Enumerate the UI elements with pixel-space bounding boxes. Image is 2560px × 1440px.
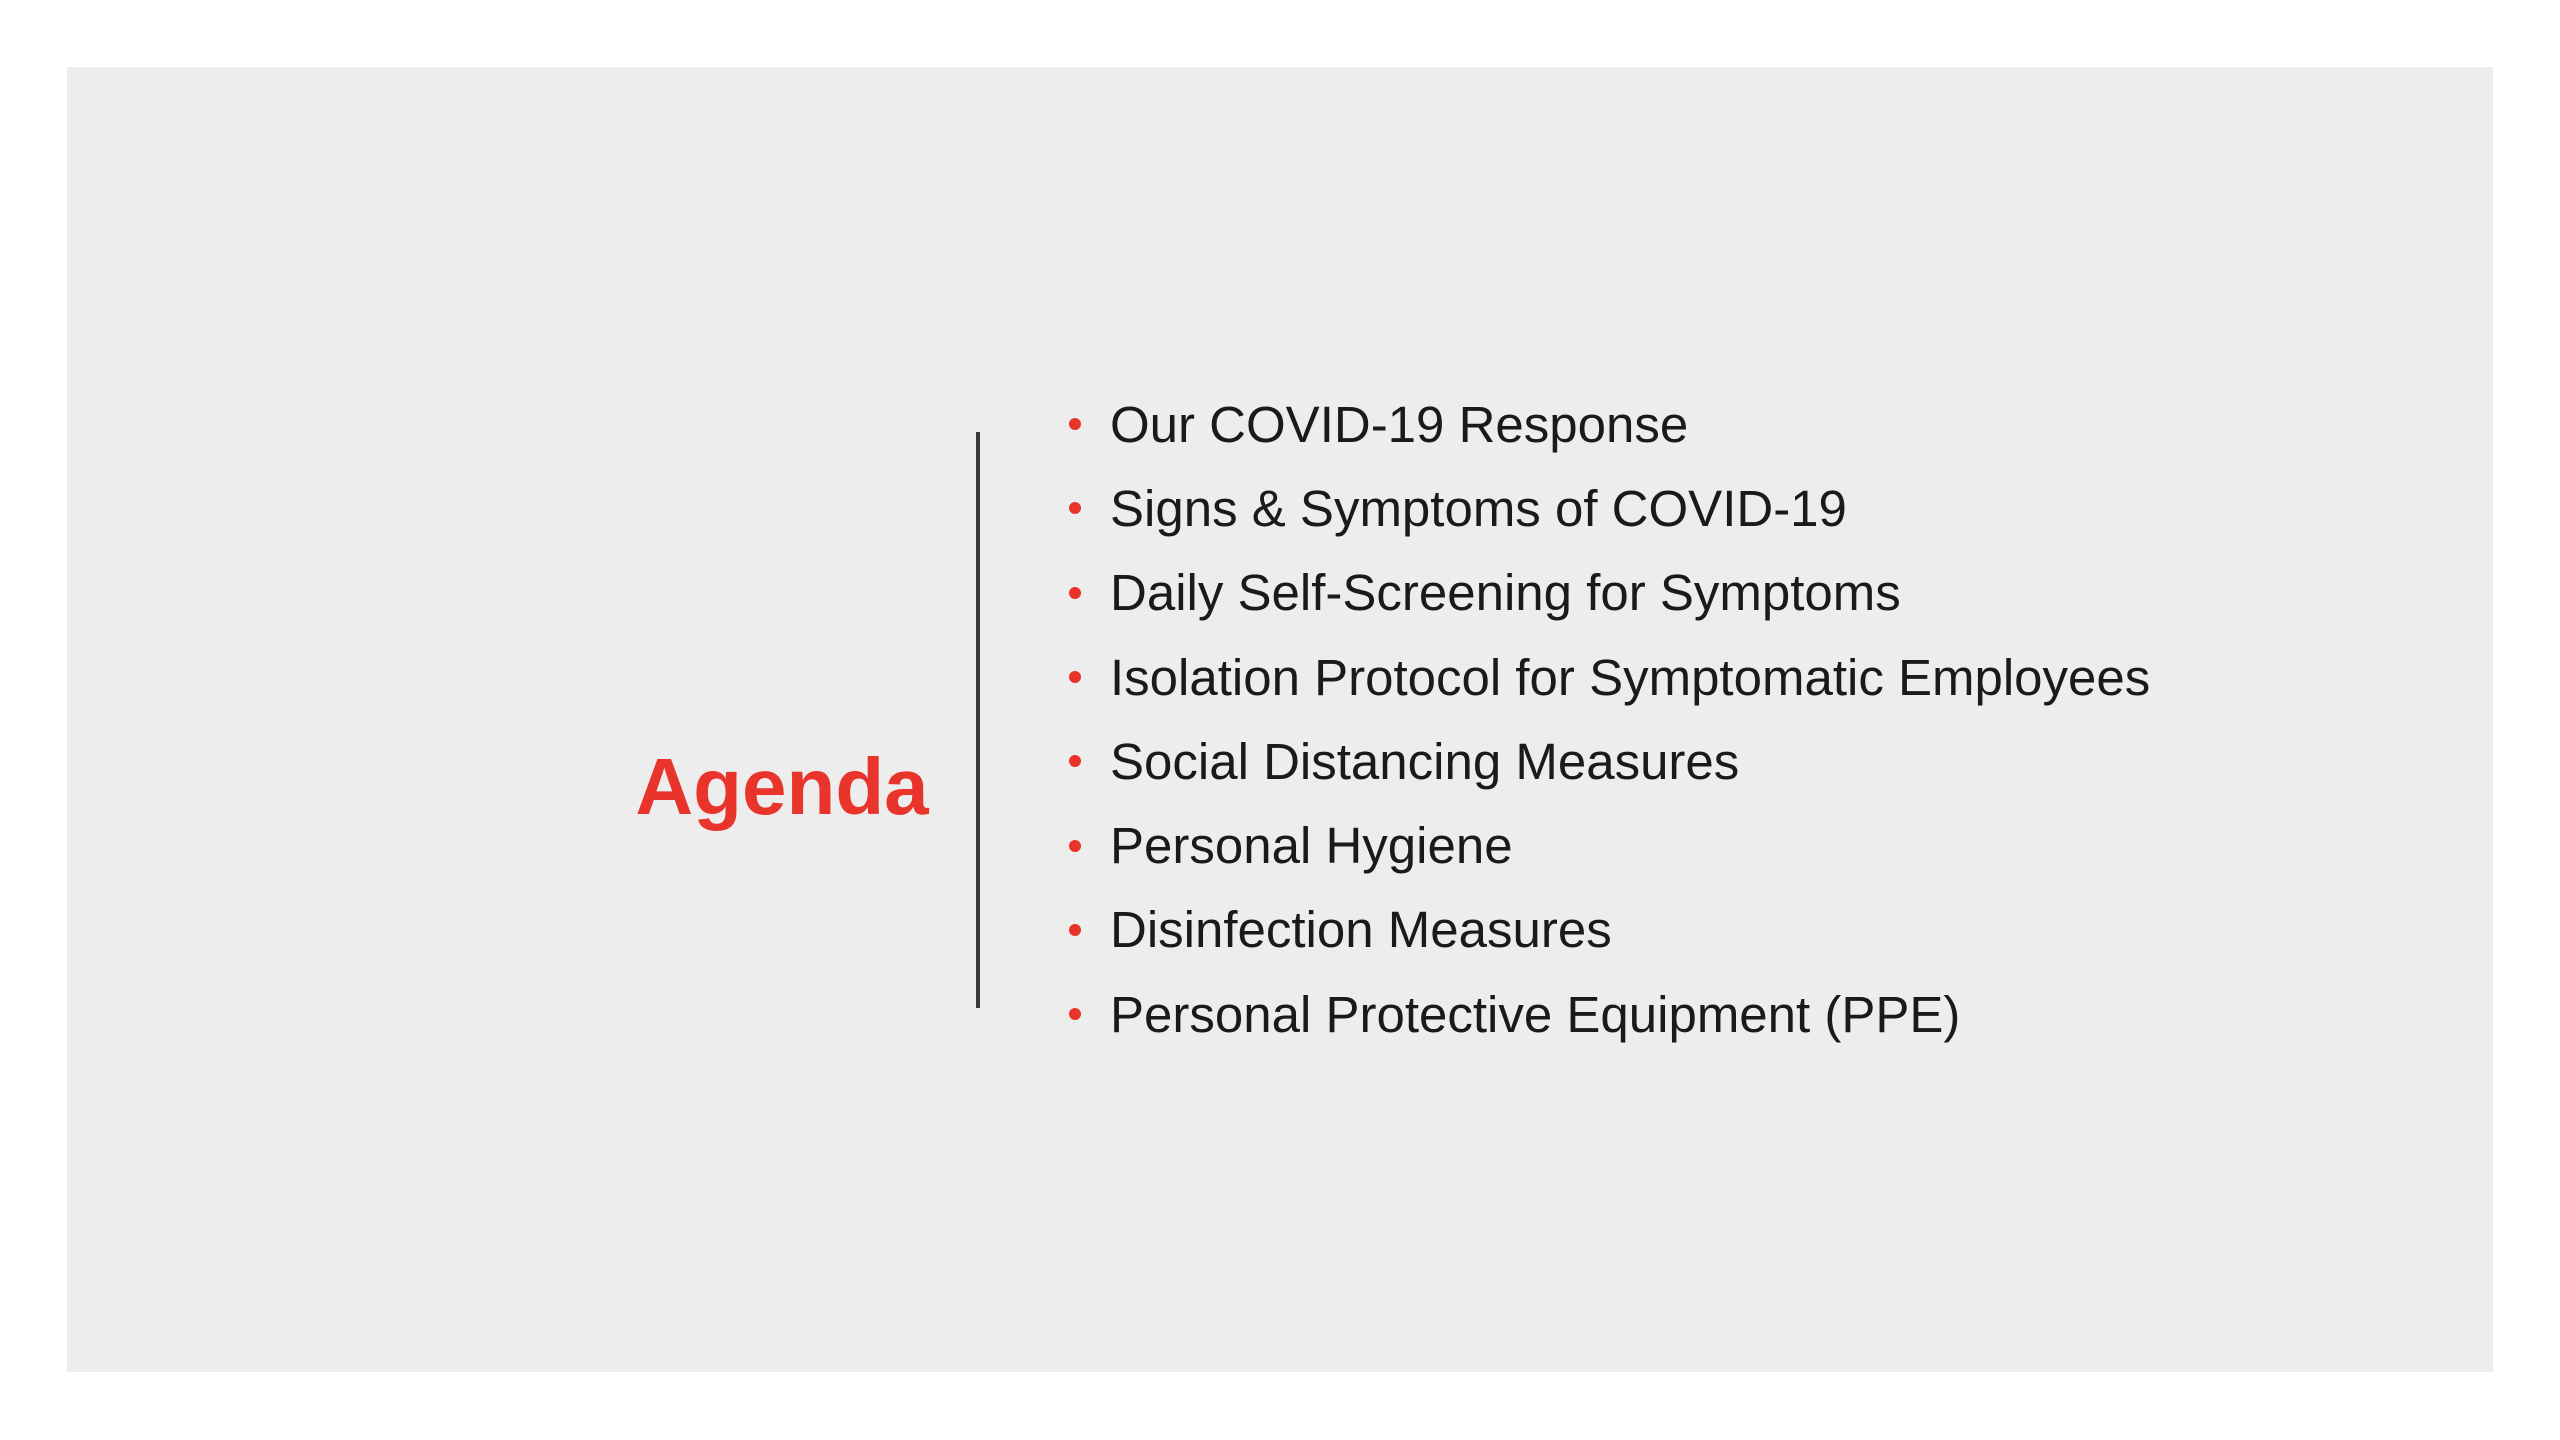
list-item — [1067, 635, 2150, 719]
list-item — [1067, 719, 2150, 803]
list-item — [1067, 382, 2150, 466]
list-item-label: Social Distancing Measures — [1110, 732, 1740, 790]
bullet-icon — [1069, 671, 1081, 683]
bullet-icon — [1069, 840, 1081, 852]
list-item-label: Disinfection Measures — [1110, 901, 1612, 959]
list-item — [1067, 551, 2150, 635]
vertical-divider — [976, 432, 980, 1008]
list-item — [1067, 466, 2150, 550]
bullet-icon — [1069, 418, 1081, 430]
bullet-icon — [1069, 1008, 1081, 1020]
list-item-label: Daily Self-Screening for Symptoms — [1110, 564, 1901, 622]
list-item-label: Personal Protective Equipment (PPE) — [1110, 985, 1961, 1043]
list-item-label: Signs & Symptoms of COVID-19 — [1110, 479, 1847, 537]
bullet-icon — [1069, 924, 1081, 936]
list-item — [1067, 888, 2150, 972]
list-item-label: Personal Hygiene — [1110, 817, 1513, 875]
slide-title: Agenda — [635, 742, 929, 831]
list-item-label: Isolation Protocol for Symptomatic Employees — [1110, 648, 2151, 706]
list-item — [1067, 803, 2150, 887]
list-item-label: Our COVID-19 Response — [1110, 395, 1689, 453]
bullet-icon — [1069, 755, 1081, 767]
bullet-icon — [1069, 502, 1081, 514]
list-item — [1067, 972, 2150, 1056]
bullet-icon — [1069, 587, 1081, 599]
agenda-list — [1067, 382, 2150, 1056]
slide — [67, 67, 2493, 1372]
